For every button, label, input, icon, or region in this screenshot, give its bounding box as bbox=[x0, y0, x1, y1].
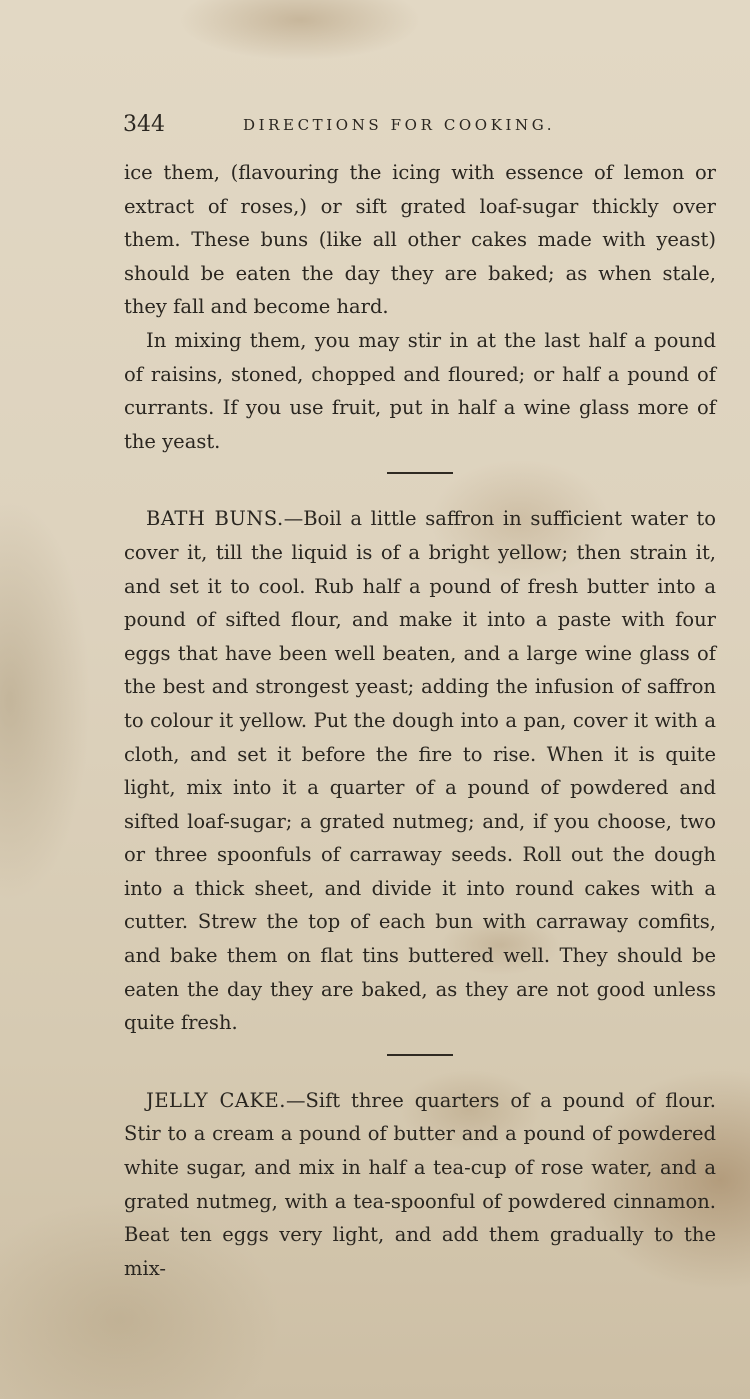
continued-paragraph: ice them, (flavouring the icing with essence of lemon or extract of roses,) or sift grated loaf-sugar thickly over them. These buns (like all other cakes made with yeast) should be eaten the day they are baked; as when stale, they fall and become hard. bbox=[124, 161, 716, 319]
bath-buns-heading: BATH BUNS. bbox=[146, 507, 284, 531]
raisins-paragraph: In mixing them, you may stir in at the last half a pound of raisins, stoned, chopped and floured; or half a pound of currants. If you use fruit, put in half a wine glass more of the yeast. bbox=[124, 328, 716, 453]
bath-buns-recipe bbox=[124, 502, 716, 1040]
jelly-cake-heading: JELLY CAKE. bbox=[146, 1088, 286, 1112]
body-text bbox=[124, 156, 716, 1285]
section-divider bbox=[387, 472, 453, 474]
bath-buns-text: —Boil a little saffron in sufficient water to cover it, till the liquid is of a bright yellow; then strain it, and set it to cool. Rub half a pound of fresh butter into a pound of sifted flour, and make it into a paste with four eggs that have been well beaten, and a large wine glass of the best and strongest yeast; adding the infusion of saffron to colour it yellow. Put the dough into a pan, cover it with a cloth, and set it before the fire to rise. When it is quite light, mix into it a quarter of a pound of powdered and sifted loaf-sugar; a grated nutmeg; and, if you choose, two or three spoonfuls of carraway seeds. Roll out the dough into a thick sheet, and divide it into round cakes with a cutter. Strew the top of each bun with carraway comfits, and bake them on flat tins buttered well. They should be eaten the day they are baked, as they are not good unless quite fresh. bbox=[124, 507, 716, 1035]
jelly-cake-text: —Sift three quarters of a pound of flour. Stir to a cream a pound of butter and a pound of powdered white sugar, and mix in half a tea-cup of rose water, and a grated nutmeg, with a tea-spoonful of powdered cinnamon. Beat ten eggs very light, and add them gradually to the mix- bbox=[124, 1088, 716, 1280]
section-divider bbox=[387, 1054, 453, 1056]
page-number: 344 bbox=[123, 112, 165, 137]
running-head: DIRECTIONS FOR COOKING. bbox=[243, 116, 556, 134]
jelly-cake-recipe bbox=[124, 1084, 716, 1286]
page-header bbox=[123, 110, 643, 140]
